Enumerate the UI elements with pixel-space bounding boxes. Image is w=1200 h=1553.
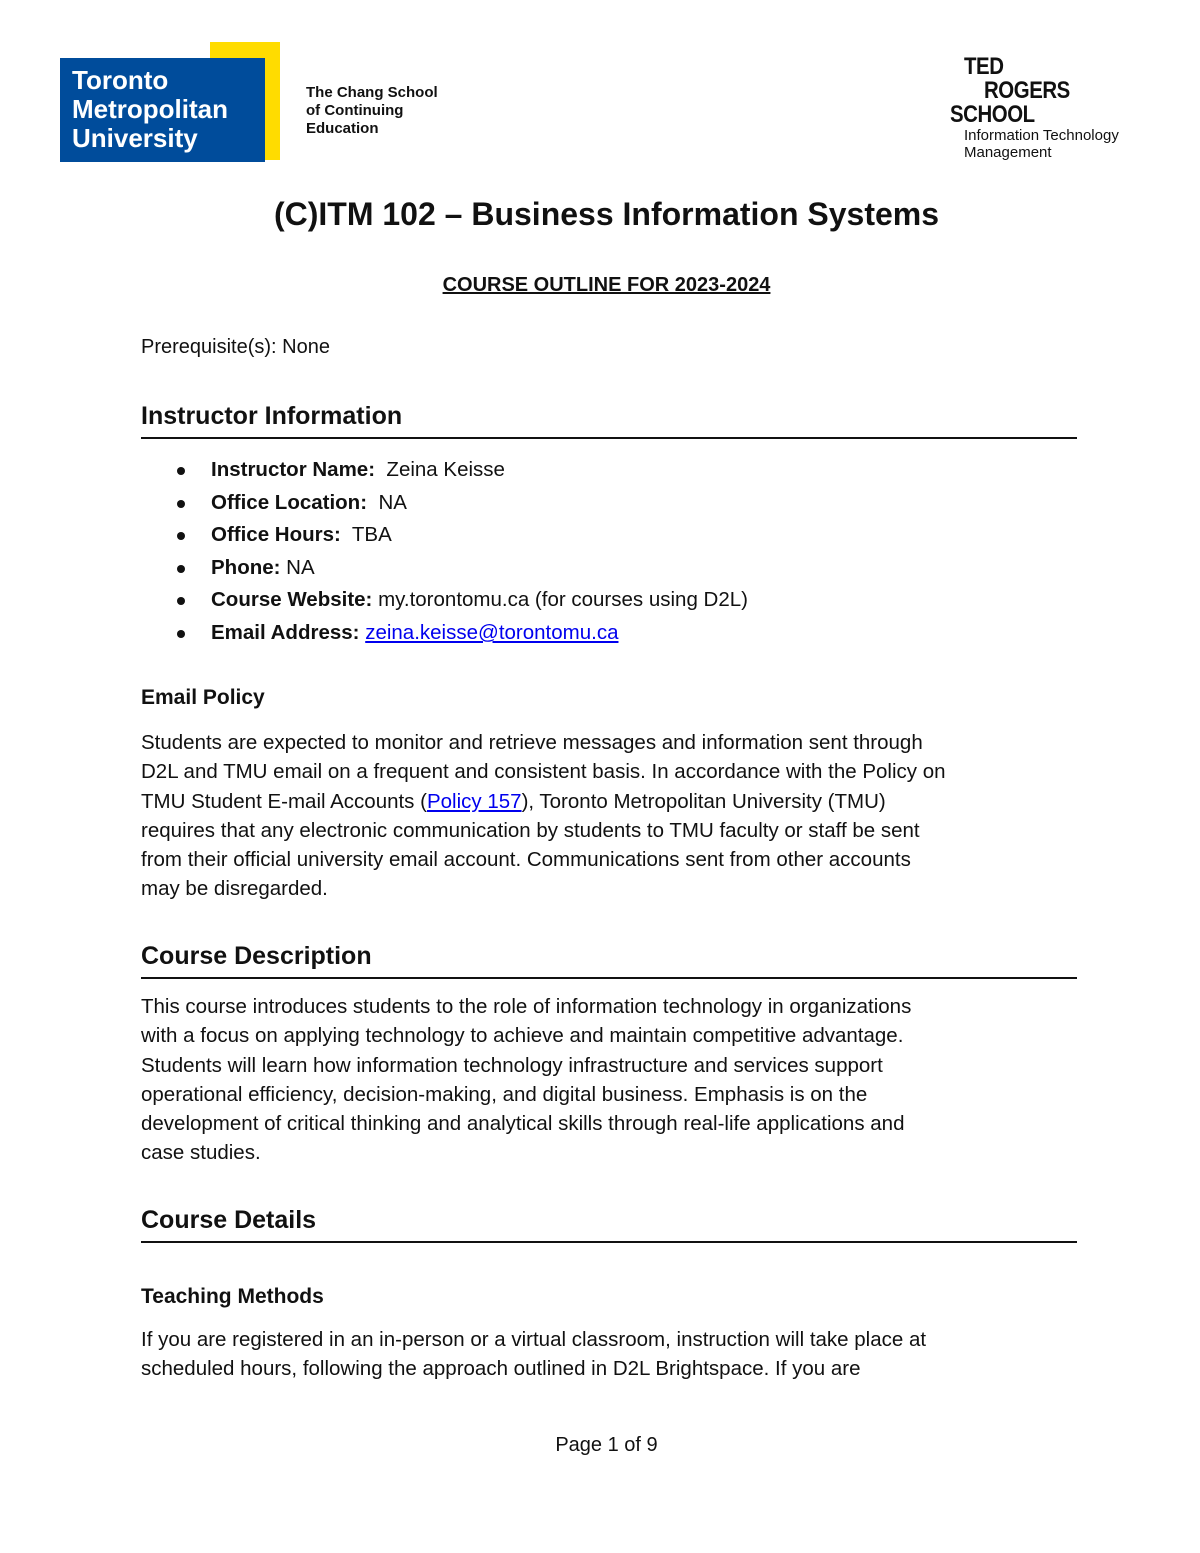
email-policy-heading: Email Policy <box>141 686 265 709</box>
item-label: Office Hours: <box>211 523 341 547</box>
ted-rogers-logo <box>950 55 1119 161</box>
text-span: TMU Student E-mail Accounts ( <box>141 789 427 813</box>
text-line: from their official university email account. Communications sent from other accounts <box>141 848 911 872</box>
list-item <box>141 456 748 489</box>
text-line: Students are expected to monitor and retrieve messages and information sent through <box>141 731 923 754</box>
policy-157-link[interactable]: Policy 157 <box>426 789 522 813</box>
page-number: Page 1 of 9 <box>555 1434 658 1456</box>
course-description-text <box>141 992 1071 1168</box>
course-description-heading: Course Description <box>141 942 1077 979</box>
text-line: may be disregarded. <box>141 877 328 901</box>
list-item <box>141 586 748 619</box>
trs-sub-line: Management <box>964 144 1052 161</box>
text-line: development of critical thinking and analytical skills through real-life applications and <box>141 1112 905 1136</box>
trs-line: TED <box>964 53 1004 80</box>
list-item <box>141 619 748 652</box>
item-value: NA <box>367 490 407 514</box>
text-line <box>141 787 1071 816</box>
text-line: scheduled hours, following the approach outlined in D2L Brightspace. If you are <box>141 1357 861 1381</box>
list-item <box>141 489 748 522</box>
tmu-logo-line: Toronto <box>72 65 169 95</box>
text-line: This course introduces students to the role of information technology in organizations <box>141 995 912 1018</box>
chang-line: The Chang School <box>306 84 438 101</box>
chang-line: of Continuing <box>306 102 404 119</box>
item-label: Phone: <box>211 555 281 579</box>
teaching-methods-heading: Teaching Methods <box>141 1285 324 1308</box>
course-details-heading: Course Details <box>141 1206 1077 1243</box>
tmu-logo-line: Metropolitan <box>72 94 228 124</box>
item-value: NA <box>280 555 315 579</box>
instructor-list <box>141 456 748 652</box>
trs-sub-line: Information Technology <box>964 127 1119 144</box>
text-span: ), Toronto Metropolitan University (TMU) <box>521 789 886 813</box>
bullet-icon <box>177 532 185 540</box>
item-value: TBA <box>340 523 392 547</box>
teaching-methods-text <box>141 1325 1071 1384</box>
prerequisite: Prerequisite(s): None <box>141 336 330 358</box>
text-line: case studies. <box>141 1141 261 1165</box>
bullet-icon <box>177 467 185 475</box>
email-policy-text <box>141 728 1071 904</box>
item-label: Course Website: <box>211 588 373 612</box>
email-link[interactable]: zeina.keisse@torontomu.ca <box>365 620 619 644</box>
item-label: Office Location: <box>211 490 368 514</box>
bullet-icon <box>177 565 185 573</box>
document-title: (C)ITM 102 – Business Information Systems <box>273 196 940 232</box>
chang-line: Education <box>306 120 379 137</box>
bullet-icon <box>177 500 185 508</box>
document-subtitle: COURSE OUTLINE FOR 2023-2024 <box>442 274 771 296</box>
tmu-logo-text <box>72 66 228 153</box>
text-line: Students will learn how information technology infrastructure and services support <box>141 1053 883 1077</box>
item-label: Email Address: <box>211 620 360 644</box>
tmu-logo-line: University <box>72 123 198 153</box>
instructor-heading: Instructor Information <box>141 402 1077 439</box>
text-line: with a focus on applying technology to achieve and maintain competitive advantage. <box>141 1024 904 1048</box>
text-line: If you are registered in an in-person or a virtual classroom, instruction will take place at <box>141 1328 927 1351</box>
text-line: D2L and TMU email on a frequent and consistent basis. In accordance with the Policy on <box>141 760 946 784</box>
text-line: operational efficiency, decision-making, and digital business. Emphasis is on the <box>141 1082 868 1106</box>
item-value: my.torontomu.ca (for courses using D2L) <box>372 588 748 612</box>
chang-school-logo <box>306 84 438 138</box>
trs-line: ROGERS <box>984 77 1070 104</box>
trs-line: SCHOOL <box>950 101 1035 128</box>
list-item <box>141 554 748 587</box>
item-label: Instructor Name: <box>211 458 376 481</box>
list-item <box>141 521 748 554</box>
bullet-icon <box>177 597 185 605</box>
bullet-icon <box>177 630 185 638</box>
item-value: Zeina Keisse <box>375 458 505 481</box>
text-line: requires that any electronic communication by students to TMU faculty or staff be sent <box>141 818 920 842</box>
